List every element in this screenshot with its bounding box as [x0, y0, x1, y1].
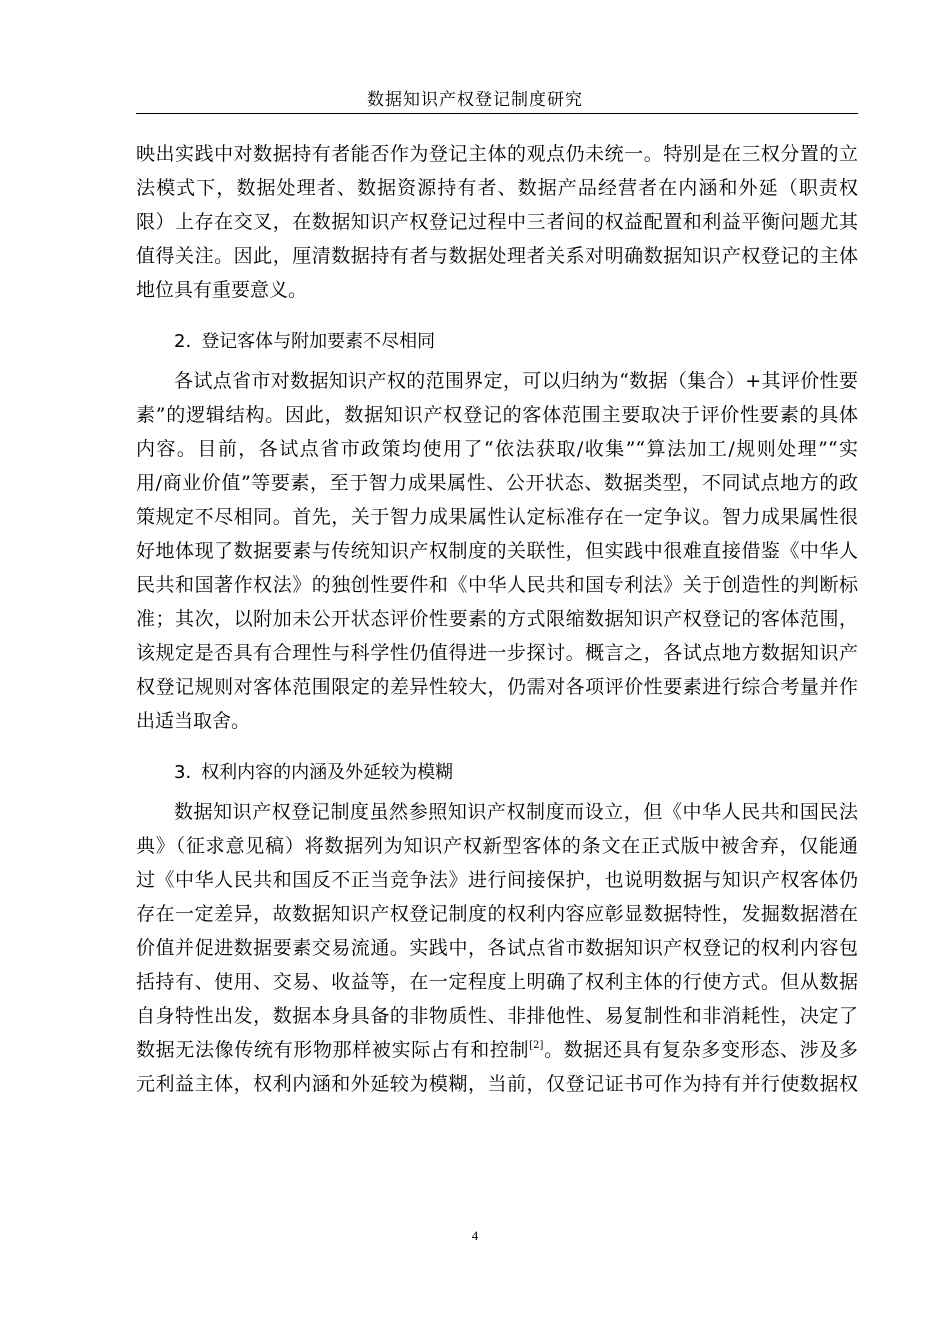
para3-line-8 [136, 1033, 858, 1067]
para1-line-5: 地位具有重要意义。 [136, 279, 308, 301]
para2-line-6: 好地体现了数据要素与传统知识产权制度的关联性，但实践中很难直接借鉴《中华人 [136, 540, 858, 562]
section-heading-2 [174, 325, 435, 359]
para2-line-7: 民共和国著作权法》的独创性要件和《中华人民共和国专利法》关于创造性的判断标 [136, 574, 858, 596]
para3-line-8-text: 数据无法像传统有形物那样被实际占有和控制 [136, 1039, 530, 1061]
para1-line-3: 限）上存在交叉，在数据知识产权登记过程中三者间的权益配置和利益平衡问题尤其 [136, 211, 858, 233]
section-heading-3 [174, 756, 453, 790]
section-heading-2-text: 登记客体与附加要素不尽相同 [201, 331, 436, 352]
para3-line-9: 元利益主体，权利内涵和外延较为模糊，当前，仅登记证书可作为持有并行使数据权 [136, 1073, 858, 1095]
para3-line-6: 括持有、使用、交易、收益等，在一定程度上明确了权利主体的行使方式。但从数据 [136, 971, 858, 993]
para2-line-3: 内容。目前，各试点省市政策均使用了“依法获取/收集”“算法加工/规则处理”“实 [136, 438, 858, 460]
para1-line-1: 映出实践中对数据持有者能否作为登记主体的观点仍未统一。特别是在三权分置的立 [136, 143, 858, 165]
para2-line-4: 用/商业价值”等要素，至于智力成果属性、公开状态、数据类型，不同试点地方的政 [136, 472, 858, 494]
para3-line-8-tail: 。数据还具有复杂多变形态、涉及多 [543, 1039, 858, 1061]
para3-line-3: 过《中华人民共和国反不正当竞争法》进行间接保护，也说明数据与知识产权客体仍 [136, 869, 858, 891]
para1-line-2: 法模式下，数据处理者、数据资源持有者、数据产品经营者在内涵和外延（职责权 [136, 177, 858, 199]
running-header-title: 数据知识产权登记制度研究 [367, 90, 583, 110]
para2-line-8: 准；其次，以附加未公开状态评价性要素的方式限缩数据知识产权登记的客体范围， [136, 608, 858, 630]
para2-line-1: 各试点省市对数据知识产权的范围界定，可以归纳为“数据（集合）+其评价性要 [174, 370, 858, 392]
para3-line-2: 典》（征求意见稿）将数据列为知识产权新型客体的条文在正式版中被舍弃，仅能通 [136, 835, 858, 857]
para3-line-1: 数据知识产权登记制度虽然参照知识产权制度而设立，但《中华人民共和国民法 [174, 801, 858, 823]
page-number: 4 [471, 1228, 479, 1243]
para2-line-10: 权登记规则对客体范围限定的差异性较大，仍需对各项评价性要素进行综合考量并作 [136, 676, 858, 698]
para3-line-7: 自身特性出发，数据本身具备的非物质性、非排他性、易复制性和非消耗性，决定了 [136, 1005, 858, 1027]
citation-reference: [2] [529, 1040, 544, 1051]
para1-line-4: 值得关注。因此，厘清数据持有者与数据处理者关系对明确数据知识产权登记的主体 [136, 245, 858, 267]
para2-line-11: 出适当取舍。 [136, 710, 251, 732]
section-heading-3-number: 3. [174, 762, 192, 783]
para3-line-4: 存在一定差异，故数据知识产权登记制度的权利内容应彰显数据特性，发掘数据潜在 [136, 903, 858, 925]
section-heading-3-text: 权利内容的内涵及外延较为模糊 [201, 762, 454, 783]
para2-line-5: 策规定不尽相同。首先，关于智力成果属性认定标准存在一定争议。智力成果属性很 [136, 506, 858, 528]
para2-line-2: 素”的逻辑结构。因此，数据知识产权登记的客体范围主要取决于评价性要素的具体 [136, 404, 858, 426]
section-heading-2-number: 2. [174, 331, 192, 352]
para2-line-9: 该规定是否具有合理性与科学性仍值得进一步探讨。概言之，各试点地方数据知识产 [136, 642, 858, 664]
header-rule [136, 113, 858, 114]
para3-line-5: 价值并促进数据要素交易流通。实践中，各试点省市数据知识产权登记的权利内容包 [136, 937, 858, 959]
